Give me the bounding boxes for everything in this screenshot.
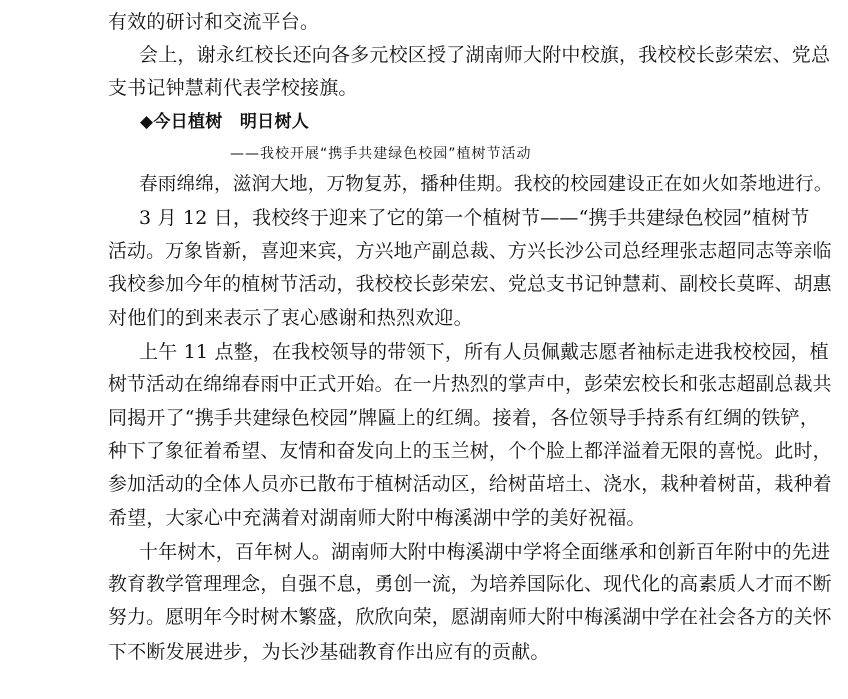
paragraph-5-line-1: 十年树木，百年树人。湖南师大附中梅溪湖中学将全面继承和创新百年附中的先进 [139,541,831,563]
paragraph-4-line-5: 参加活动的全体人员亦已散布于植树活动区，给树苗培土、浇水，栽种着树苗，栽种着 [108,474,832,495]
paragraph-3-line-2: 活动。万象皆新，喜迎来宾，方兴地产副总裁、方兴长沙公司总经理张志超同志等亲临 [108,241,832,262]
paragraph-5-line-2: 教育教学管理理念，自强不息，勇创一流，为培养国际化、现代化的高素质人才而不断 [108,574,832,595]
paragraph-1-line-2: 支书记钟慧莉代表学校接旗。 [108,77,358,99]
section-heading: ◆今日植树 明日树人 [140,112,310,132]
paragraph-5-line-3: 努力。愿明年今时树木繁盛，欣欣向荣，愿湖南师大附中梅溪湖中学在社会各方的关怀 [108,607,832,628]
paragraph-3-line-4: 对他们的到来表示了衷心感谢和热烈欢迎。 [108,307,473,329]
paragraph-4-line-1: 上午 11 点整，在我校领导的带领下，所有人员佩戴志愿者袖标走进我校校园，植 [139,341,829,363]
paragraph-4-line-2: 树节活动在绵绵春雨中正式开始。在一片热烈的掌声中，彭荣宏校长和张志超副总裁共 [108,374,832,395]
paragraph-0-line-1: 有效的研讨和交流平台。 [108,11,320,33]
paragraph-3-line-1: 3 月 12 日，我校终于迎来了它的第一个植树节——“携手共建绿色校园”植树节 [139,207,810,229]
paragraph-1-line-1: 会上，谢永红校长还向各多元校区授了湖南师大附中校旗，我校校长彭荣宏、党总 [139,44,831,66]
paragraph-2-line-1: 春雨绵绵，滋润大地，万物复苏，播种佳期。我校的校园建设正在如火如荼地进行。 [139,174,833,195]
paragraph-3-line-3: 我校参加今年的植树节活动，我校校长彭荣宏、党总支书记钟慧莉、副校长莫晖、胡惠 [108,274,832,295]
paragraph-4-line-6: 希望，大家心中充满着对湖南师大附中梅溪湖中学的美好祝福。 [108,507,646,529]
paragraph-4-line-4: 种下了象征着希望、友情和奋发向上的玉兰树，个个脸上都洋溢着无限的喜悦。此时， [108,441,832,462]
section-subtitle: ——我校开展“携手共建绿色校园”植树节活动 [230,146,532,162]
paragraph-4-line-3: 同揭开了“携手共建绿色校园”牌匾上的红绸。接着，各位领导手持系有红绸的铁铲， [108,407,820,429]
paragraph-5-line-4: 下不断发展进步，为长沙基础教育作出应有的贡献。 [108,641,550,663]
